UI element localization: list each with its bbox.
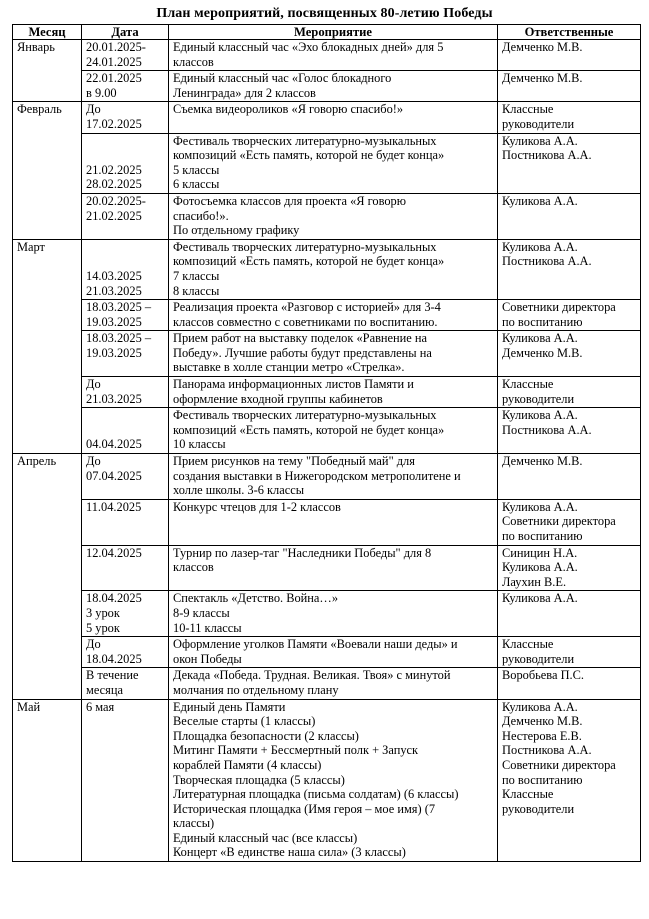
table-row	[13, 40, 641, 71]
cell-line: месяца	[86, 682, 123, 697]
cell-line: Демченко М.В.	[502, 714, 583, 729]
cell-line	[86, 254, 165, 269]
cell-line: Постникова А.А.	[502, 743, 592, 758]
cell-line: 07.04.2025	[86, 468, 142, 483]
cell-line: Прием работ на выставку поделок «Равнение на	[173, 331, 428, 346]
event-cell	[169, 545, 498, 591]
cell-line: 21.02.2025	[86, 162, 142, 177]
cell-line: спасибо!».	[173, 208, 229, 223]
cell-line: По отдельному графику	[173, 223, 300, 238]
cell-line: Единый классный час (все классы)	[173, 830, 358, 845]
table-row	[13, 408, 641, 454]
cell-line: Оформление уголков Памяти «Воевали наши деды» и	[173, 637, 458, 652]
cell-line: 22.01.2025	[86, 71, 142, 86]
header-date: Дата	[82, 25, 169, 40]
event-cell	[169, 454, 498, 500]
cell-line: Классные	[502, 637, 554, 652]
cell-line: До	[86, 377, 101, 392]
cell-line: 19.03.2025	[86, 314, 142, 329]
event-cell	[169, 102, 498, 133]
cell-line	[86, 240, 165, 255]
cell-line: Демченко М.В.	[502, 454, 583, 469]
cell-line: 24.01.2025	[86, 54, 142, 69]
cell-line: Куликова А.А.	[502, 591, 578, 606]
responsible-cell	[498, 40, 641, 71]
cell-line: окон Победы	[173, 651, 242, 666]
cell-line: Площадка безопасности (2 классы)	[173, 728, 359, 743]
cell-line: классов	[173, 54, 214, 69]
event-cell	[169, 331, 498, 377]
event-cell	[169, 239, 498, 299]
cell-line: 18.03.2025 –	[86, 300, 152, 315]
cell-line: 14.03.2025	[86, 268, 142, 283]
cell-line: Демченко М.В.	[502, 71, 583, 86]
table-row	[13, 591, 641, 637]
responsible-cell	[498, 300, 641, 331]
cell-line: 8 классы	[173, 283, 220, 298]
date-cell	[82, 699, 169, 862]
cell-line: Куликова А.А.	[502, 499, 578, 514]
cell-line: композиций «Есть память, которой не будет конца»	[173, 148, 445, 163]
cell-line: Демченко М.В.	[502, 345, 583, 360]
cell-line: 8-9 классы	[173, 605, 230, 620]
cell-line: Постникова А.А.	[502, 422, 592, 437]
date-cell	[82, 300, 169, 331]
responsible-cell	[498, 591, 641, 637]
cell-line: Фестиваль творческих литературно-музыкальных	[173, 133, 437, 148]
cell-line: 5 урок	[86, 620, 120, 635]
cell-line: в 9.00	[86, 85, 117, 100]
cell-line: 18.04.2025	[86, 591, 142, 606]
cell-line: молчания по отдельному плану	[173, 682, 339, 697]
cell-line: Советники директора	[502, 300, 616, 315]
cell-line: Съемка видеороликов «Я говорю спасибо!»	[173, 102, 404, 117]
event-cell	[169, 699, 498, 862]
cell-line: Куликова А.А.	[502, 331, 578, 346]
cell-line: 20.02.2025-	[86, 193, 146, 208]
date-cell	[82, 239, 169, 299]
cell-line: выставке в холле станции метро «Стрелка».	[173, 360, 405, 375]
cell-line: классы)	[173, 816, 215, 831]
cell-line: Нестерова Е.В.	[502, 728, 582, 743]
cell-line: Куликова А.А.	[502, 699, 578, 714]
cell-line: Демченко М.В.	[502, 40, 583, 54]
event-cell	[169, 300, 498, 331]
cell-line: 18.04.2025	[86, 651, 142, 666]
table-row	[13, 637, 641, 668]
cell-line: Панорама информационных листов Памяти и	[173, 377, 414, 392]
cell-line: Историческая площадка (Имя героя – мое имя) (7	[173, 801, 436, 816]
table-body	[13, 40, 641, 862]
cell-line: 6 мая	[86, 699, 115, 714]
header-month: Месяц	[13, 25, 82, 40]
cell-line: по воспитанию	[502, 772, 583, 787]
cell-line: До	[86, 637, 101, 652]
table-row	[13, 331, 641, 377]
cell-line: по воспитанию	[502, 314, 583, 329]
cell-line: Прием рисунков на тему "Победный май" для	[173, 454, 415, 469]
event-cell	[169, 591, 498, 637]
responsible-cell	[498, 499, 641, 545]
table-row	[13, 71, 641, 102]
month-cell: Март	[13, 239, 82, 453]
cell-line: Единый классный час «Голос блокадного	[173, 71, 392, 86]
cell-line: Творческая площадка (5 классы)	[173, 772, 345, 787]
cell-line: Единый день Памяти	[173, 699, 286, 714]
cell-line: Куликова А.А.	[502, 133, 578, 148]
event-cell	[169, 499, 498, 545]
table-header-row	[13, 25, 641, 40]
responsible-cell	[498, 637, 641, 668]
table-row	[13, 193, 641, 239]
table-row	[13, 668, 641, 699]
table-row	[13, 699, 641, 862]
cell-line: 18.03.2025 –	[86, 331, 152, 346]
cell-line: 5 классы	[173, 162, 220, 177]
date-cell	[82, 499, 169, 545]
cell-line: классов совместно с советниками по воспитанию.	[173, 314, 438, 329]
cell-line: Куликова А.А.	[502, 239, 578, 254]
cell-line: композиций «Есть память, которой не будет конца»	[173, 254, 445, 269]
cell-line: Победу». Лучшие работы будут представлены на	[173, 345, 432, 360]
cell-line: 21.03.2025	[86, 283, 142, 298]
responsible-cell	[498, 133, 641, 193]
table-row	[13, 102, 641, 133]
cell-line: Турнир по лазер-таг "Наследники Победы" для 8	[173, 545, 432, 560]
responsible-cell	[498, 668, 641, 699]
event-cell	[169, 408, 498, 454]
cell-line: Классные	[502, 787, 554, 802]
date-cell	[82, 40, 169, 71]
header-event: Мероприятие	[169, 25, 498, 40]
cell-line: классов	[173, 560, 214, 575]
event-cell	[169, 133, 498, 193]
cell-line: Концерт «В единстве наша сила» (3 классы)	[173, 845, 406, 860]
responsible-cell	[498, 545, 641, 591]
responsible-cell	[498, 193, 641, 239]
responsible-cell	[498, 377, 641, 408]
date-cell	[82, 668, 169, 699]
cell-line: композиций «Есть память, которой не будет конца»	[173, 422, 445, 437]
responsible-cell	[498, 331, 641, 377]
responsible-cell	[498, 454, 641, 500]
cell-line: Ленинграда» для 2 классов	[173, 85, 316, 100]
cell-line: 3 урок	[86, 605, 120, 620]
cell-line: 7 классы	[173, 268, 220, 283]
cell-line: 17.02.2025	[86, 116, 142, 131]
table-row	[13, 499, 641, 545]
table-row	[13, 545, 641, 591]
page-title: План мероприятий, посвященных 80-летию Победы	[156, 6, 493, 21]
events-table	[12, 24, 641, 862]
cell-line: 04.04.2025	[86, 437, 142, 452]
cell-line: До	[86, 102, 101, 117]
cell-line: Классные	[502, 377, 554, 392]
cell-line: Литературная площадка (письма солдатам) (6 классы)	[173, 787, 459, 802]
date-cell	[82, 193, 169, 239]
cell-line	[86, 423, 165, 438]
cell-line: Реализация проекта «Разговор с историей» для 3-4	[173, 300, 441, 315]
cell-line: 21.02.2025	[86, 208, 142, 223]
cell-line	[86, 408, 165, 423]
responsible-cell	[498, 239, 641, 299]
cell-line	[86, 148, 165, 163]
cell-line: руководители	[502, 116, 575, 131]
cell-line: 28.02.2025	[86, 177, 142, 192]
cell-line: руководители	[502, 391, 575, 406]
month-cell: Февраль	[13, 102, 82, 239]
cell-line: руководители	[502, 801, 575, 816]
cell-line: Куликова А.А.	[502, 193, 578, 208]
cell-line: 19.03.2025	[86, 345, 142, 360]
cell-line: 11.04.2025	[86, 499, 142, 514]
table-row	[13, 300, 641, 331]
cell-line	[86, 134, 165, 149]
event-cell	[169, 377, 498, 408]
cell-line: Синицин Н.А.	[502, 545, 578, 560]
header-responsible: Ответственные	[498, 25, 641, 40]
month-cell: Январь	[13, 40, 82, 102]
cell-line: 10 классы	[173, 437, 226, 452]
cell-line: До	[86, 454, 101, 469]
table-row	[13, 133, 641, 193]
cell-line: Воробьева П.С.	[502, 668, 584, 683]
cell-line: Советники директора	[502, 757, 616, 772]
date-cell	[82, 454, 169, 500]
cell-line: Фестиваль творческих литературно-музыкальных	[173, 239, 437, 254]
cell-line: 10-11 классы	[173, 620, 242, 635]
cell-line: холле школы. 3-6 классы	[173, 483, 305, 498]
responsible-cell	[498, 699, 641, 862]
cell-line: Конкурс чтецов для 1-2 классов	[173, 499, 341, 514]
cell-line: Постникова А.А.	[502, 254, 592, 269]
cell-line: Лаухин В.Е.	[502, 574, 567, 589]
date-cell	[82, 591, 169, 637]
event-cell	[169, 668, 498, 699]
cell-line: 20.01.2025-	[86, 40, 146, 54]
table-row	[13, 377, 641, 408]
cell-line: Веселые старты (1 классы)	[173, 714, 316, 729]
cell-line: 6 классы	[173, 177, 220, 192]
cell-line: оформление входной группы кабинетов	[173, 391, 383, 406]
responsible-cell	[498, 408, 641, 454]
cell-line: 12.04.2025	[86, 545, 142, 560]
responsible-cell	[498, 71, 641, 102]
date-cell	[82, 102, 169, 133]
cell-line: Куликова А.А.	[502, 560, 578, 575]
month-cell: Апрель	[13, 454, 82, 700]
date-cell	[82, 637, 169, 668]
cell-line: по воспитанию	[502, 529, 583, 543]
cell-line: В течение	[86, 668, 139, 683]
cell-line: Спектакль «Детство. Война…»	[173, 591, 339, 606]
cell-line: кораблей Памяти (4 классы)	[173, 757, 322, 772]
cell-line: руководители	[502, 651, 575, 666]
date-cell	[82, 71, 169, 102]
date-cell	[82, 331, 169, 377]
month-cell: Май	[13, 699, 82, 862]
cell-line: Куликова А.А.	[502, 408, 578, 423]
date-cell	[82, 377, 169, 408]
date-cell	[82, 133, 169, 193]
cell-line: Декада «Победа. Трудная. Великая. Твоя» с минутой	[173, 668, 451, 683]
event-cell	[169, 193, 498, 239]
cell-line: Единый классный час «Эхо блокадных дней» для 5	[173, 40, 444, 54]
date-cell	[82, 408, 169, 454]
cell-line: Фотосъемка классов для проекта «Я говорю	[173, 193, 407, 208]
cell-line: Фестиваль творческих литературно-музыкальных	[173, 408, 437, 423]
cell-line: Советники директора	[502, 514, 616, 529]
cell-line: Классные	[502, 102, 554, 117]
table-row	[13, 454, 641, 500]
event-cell	[169, 637, 498, 668]
cell-line: 21.03.2025	[86, 391, 142, 406]
date-cell	[82, 545, 169, 591]
event-cell	[169, 71, 498, 102]
table-row	[13, 239, 641, 299]
cell-line: Митинг Памяти + Бессмертный полк + Запуск	[173, 743, 419, 758]
responsible-cell	[498, 102, 641, 133]
cell-line: создания выставки в Нижегородском метрополитене и	[173, 468, 461, 483]
event-cell	[169, 40, 498, 71]
cell-line: Постникова А.А.	[502, 148, 592, 163]
